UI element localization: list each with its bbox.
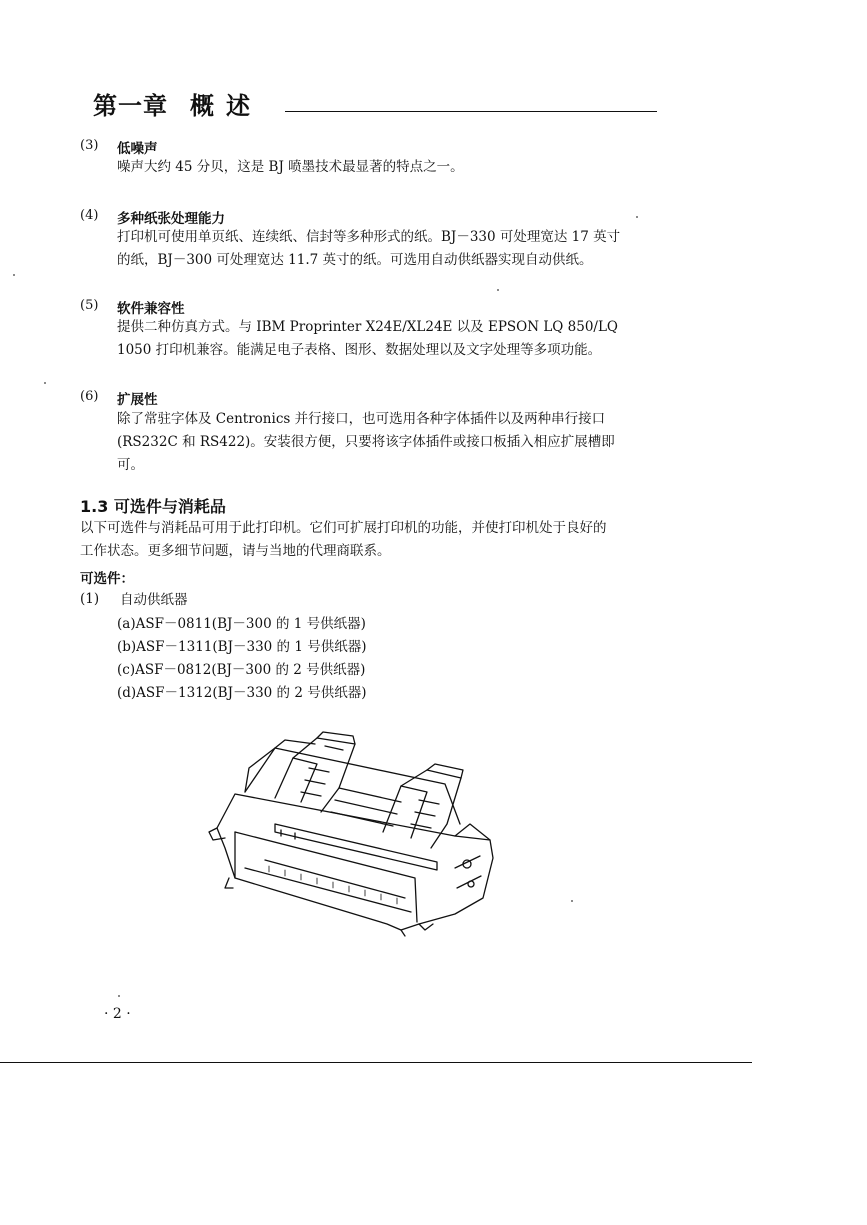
option-title: 自动供纸器	[120, 592, 188, 608]
option-number: (1)	[80, 591, 100, 607]
scan-speck	[497, 289, 499, 291]
scan-speck	[636, 216, 638, 218]
feature-title: 软件兼容性	[117, 301, 185, 317]
scan-speck	[118, 995, 120, 997]
scan-speck	[13, 274, 15, 276]
intro-line: 工作状态。更多细节问题，请与当地的代理商联系。	[80, 543, 391, 559]
scan-speck	[571, 900, 573, 902]
body-line: (RS232C 和 RS422)。安装很方便，只要将该字体插件或接口板插入相应扩展槽即	[117, 434, 615, 450]
footer-rule	[0, 1062, 752, 1063]
feature-body	[117, 156, 657, 179]
feature-body	[117, 316, 657, 362]
body-line: 除了常驻字体及 Centronics 并行接口，也可选用各种字体插件以及两种串行接口	[117, 411, 606, 427]
feature-body	[117, 226, 657, 272]
feature-number: (4)	[80, 208, 99, 223]
option-sub-item: (c)ASF－0812(BJ－300 的 2 号供纸器)	[117, 662, 366, 678]
feature-body	[117, 408, 657, 477]
chapter-heading	[93, 86, 262, 121]
feature-number: (6)	[80, 389, 99, 404]
option-sub-item: (b)ASF－1311(BJ－330 的 1 号供纸器)	[117, 639, 367, 655]
header-rule	[285, 111, 657, 112]
body-line: 打印机可使用单页纸、连续纸、信封等多种形式的纸。BJ－330 可处理宽达 17 英寸	[117, 229, 621, 245]
body-line: 1050 打印机兼容。能满足电子表格、图形、数据处理以及文字处理等多项功能。	[117, 342, 602, 358]
chapter-title: 概述	[190, 92, 262, 120]
feature-number: (5)	[80, 298, 99, 313]
body-line: 噪声大约 45 分贝，这是 BJ 喷墨技术最显著的特点之一。	[117, 159, 464, 175]
section-heading: 1.3 可选件与消耗品	[80, 497, 226, 516]
feature-title: 扩展性	[117, 392, 158, 408]
feature-number: (3)	[80, 138, 99, 153]
option-sub-item: (d)ASF－1312(BJ－330 的 2 号供纸器)	[117, 685, 367, 701]
body-line: 提供二种仿真方式。与 IBM Proprinter X24E/XL24E 以及 EPSON LQ 850/LQ	[117, 319, 619, 335]
feature-title: 低噪声	[117, 141, 158, 157]
section-intro	[80, 517, 660, 563]
chapter-number: 第一章	[93, 92, 168, 120]
intro-line: 以下可选件与消耗品可用于此打印机。它们可扩展打印机的功能，并使打印机处于良好的	[80, 520, 607, 536]
scan-speck	[44, 382, 46, 384]
printer-with-sheet-feeder-illustration	[205, 728, 505, 938]
options-label: 可选件：	[80, 571, 134, 587]
page-number: · 2 ·	[104, 1006, 131, 1022]
body-line: 可。	[117, 457, 144, 473]
option-sub-item: (a)ASF－0811(BJ－300 的 1 号供纸器)	[117, 616, 366, 632]
body-line: 的纸，BJ－300 可处理宽达 11.7 英寸的纸。可选用自动供纸器实现自动供纸。	[117, 252, 593, 268]
feature-title: 多种纸张处理能力	[117, 211, 225, 227]
